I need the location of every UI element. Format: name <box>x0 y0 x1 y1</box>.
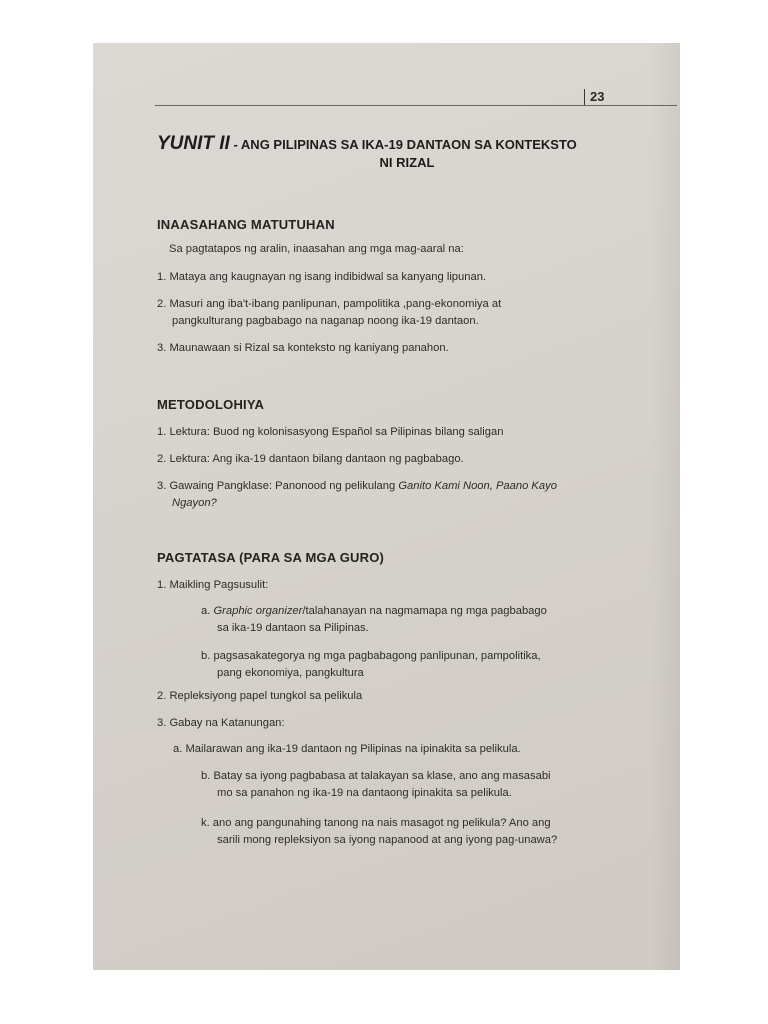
section3-item-1b-cont: pang ekonomiya, pangkultura <box>217 667 364 679</box>
section3-item-3k: k. ano ang pangunahing tanong na nais masagot ng pelikula? Ano ang <box>201 817 551 829</box>
film-title: Ganito Kami Noon, Paano Kayo <box>398 480 557 492</box>
scanned-page <box>93 43 680 970</box>
section2-item-1: 1. Lektura: Buod ng kolonisasyong Español sa Pilipinas bilang saligan <box>157 426 504 438</box>
section2-item-3-cont <box>172 495 217 511</box>
section2-item-3-text: 3. Gawaing Pangklase: Panonood ng pelikulang <box>157 480 399 492</box>
heading-metodolohiya: METODOLOHIYA <box>157 397 265 412</box>
section1-intro: Sa pagtatapos ng aralin, inaasahan ang mga mag-aaral na: <box>169 243 464 255</box>
section3-item-1a-rest: /talahanayan na nagmamapa ng mga pagbabago <box>302 605 547 617</box>
section2-item-2: 2. Lektura: Ang ika-19 dantaon bilang dantaon ng pagbabago. <box>157 453 464 465</box>
section3-item-2: 2. Repleksiyong papel tungkol sa pelikula <box>157 690 363 702</box>
graphic-organizer-term: Graphic organizer <box>213 605 303 617</box>
unit-title-line2: NI RIZAL <box>379 155 435 170</box>
section1-item-1: 1. Mataya ang kaugnayan ng isang indibidwal sa kanyang lipunan. <box>157 271 487 283</box>
section3-item-3b: b. Batay sa iyong pagbabasa at talakayan sa klase, ano ang masasabi <box>201 770 551 782</box>
heading-inaasahang-matutuhan: INAASAHANG MATUTUHAN <box>157 217 335 232</box>
section1-item-2-cont: pangkulturang pagbabago na naganap noong ika-19 dantaon. <box>172 315 479 327</box>
page-number: 23 <box>584 89 604 105</box>
header-rule <box>155 105 677 106</box>
heading-pagtatasa: PAGTATASA (PARA SA MGA GURO) <box>157 550 385 565</box>
page-shadow <box>650 43 680 970</box>
section3-item-1a <box>201 603 547 619</box>
section3-item-3k-cont: sarili mong repleksiyon sa iyong napanood at ang iyong pag-unawa? <box>217 834 558 846</box>
unit-label: YUNIT II <box>157 133 230 154</box>
section1-item-3: 3. Maunawaan si Rizal sa konteksto ng kaniyang panahon. <box>157 342 449 354</box>
unit-title-line1: - ANG PILIPINAS SA IKA-19 DANTAON SA KONTEKSTO <box>229 137 577 152</box>
section3-item-3: 3. Gabay na Katanungan: <box>157 717 285 729</box>
section2-item-3 <box>157 478 557 494</box>
film-title-cont: Ngayon? <box>172 497 217 509</box>
section3-item-1b: b. pagsasakategorya ng mga pagbabagong panlipunan, pampolitika, <box>201 650 541 662</box>
section1-item-2: 2. Masuri ang iba't-ibang panlipunan, pampolitika ,pang-ekonomiya at <box>157 298 502 310</box>
unit-title <box>157 135 627 172</box>
section3-item-1: 1. Maikling Pagsusulit: <box>157 579 269 591</box>
section3-item-3a: a. Mailarawan ang ika-19 dantaon ng Pilipinas na ipinakita sa pelikula. <box>173 743 521 755</box>
section3-item-1a-prefix: a. <box>201 605 214 617</box>
section3-item-3b-cont: mo sa panahon ng ika-19 na dantaong ipinakita sa pelikula. <box>217 787 512 799</box>
section3-item-1a-cont: sa ika-19 dantaon sa Pilipinas. <box>217 622 369 634</box>
